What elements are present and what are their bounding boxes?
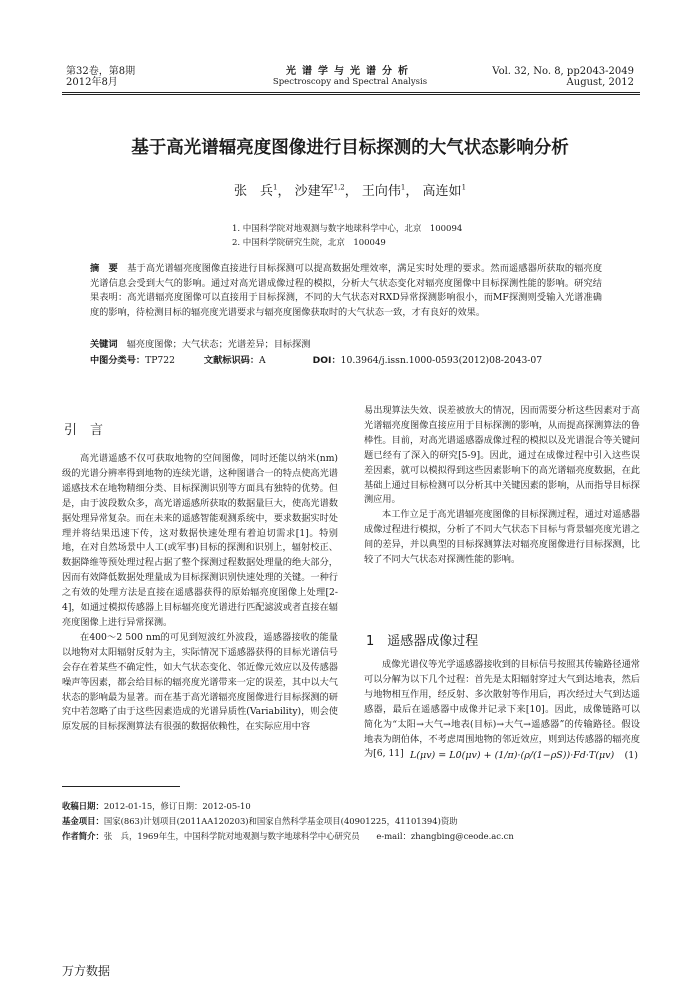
journal-name-cn: 光谱学与光谱分析 (286, 66, 414, 77)
paragraph: 易出现算法失效、误差被放大的情况，因而需要分析这些因素对于高光谱辐亮度图像直接应用于目标探测的影响，从而提高探测算法的鲁棒性。目前，对高光谱遥感器成像过程的模拟以及光谱混合等关键问题已经有了深入的研究[5-9]。因此，通过在成像过程中引入这些误差因素，就可以模拟得到这些因素影响下的高光谱辐亮度数据，在此基础上通过目标检测可以分析其中关键因素的影响，从而指导目标探测应用。 (364, 405, 640, 506)
author-affil-mark: 1,2 (333, 183, 345, 192)
doc-code-label: 文献标识码： (203, 355, 260, 366)
database-watermark: 万方数据 (62, 964, 111, 978)
abstract-text: 基于高光谱辐亮度图像直接进行目标探测可以提高数据处理效率，满足实时处理的要求。然而遥感器所获取的辐亮度光谱信息会受到大气的影响。通过对高光谱成像过程的模拟，分析大气状态变化对辐亮度图像中目标探测性能的影响。研究结果表明：高光谱辐亮度图像可以直接用于目标探测，不同的大气状态对RXD异常探测影响很小，而MF探测则受输入光谱准确度的影响，待检测目标的辐亮度光谱要求与辐亮度图像获取时的大气状态一致，才有良好的效果。 (90, 263, 603, 318)
section-1-body (364, 658, 640, 762)
author-affil-mark: 1 (400, 183, 406, 192)
section-heading-1: 1 遥感器成像过程 (366, 634, 479, 649)
funding-text: 国家(863)计划项目(2011AA120203)和国家自然科学基金项目(40901225，41101394)资助 (103, 816, 458, 826)
paragraph: 成像光谱仪等光学遥感器接收到的目标信号按照其传输路径通常可以分解为以下几个过程：首先是太阳辐射穿过大气到达地表，然后与地物相互作用，经反射、多次散射等作用后，再次经过大气到达遥感器，最后在遥感器中成像并记录下来[10]。因此，成像链路可以简化为“太阳→大气→地表(目标)→大气→遥感器”的传输路径。假设地表为朗伯体，不考虑周围地物的邻近效应，则到达传感器的辐亮度为[6, 11] (364, 659, 640, 760)
paper-title: 基于高光谱辐亮度图像进行目标探测的大气状态影响分析 (131, 138, 569, 158)
keywords-label: 关键词 (90, 339, 118, 350)
date-line: 2012年8月 (66, 77, 118, 88)
author-name: 张 兵 (233, 184, 273, 199)
keywords (90, 336, 311, 350)
paragraph: 高光谱遥感不仅可获取地物的空间图像，同时还能以纳米(nm)级的光谱分辨率得到地物的连续光谱，这种图谱合一的特点使高光谱遥感技术在地物精细分类、目标探测识别等方面具有独特的优势。但是，由于波段数众多，高光谱遥感所获取的数据量巨大，使高光谱数据处理异常复杂。而在未来的遥感智能观测系统中，要求数据实时处理并将结果迅速下传，这对数据快速处理有着迫切需求[1]。特别地，在对自然场景中人工(或军事)目标的探测和识别上，辐射校正、数据降维等预处理过程占据了整个探测过程数据处理量的绝大部分，因而有效降低数据处理量成为目标探测识别快速处理的关键。一种行之有效的处理方法是直接在遥感器获得的原始辐亮度图像上处理[2-4]，如通过模拟传感器上目标辐亮度光谱进行匹配滤波或者直接在辐亮度图像上进行异常探测。 (62, 453, 338, 628)
author-name: 高连如 (422, 184, 462, 199)
doi-label: DOI： (312, 355, 341, 366)
footnote-funding (62, 815, 458, 827)
volume-line: 第32卷，第8期 (66, 66, 136, 77)
equation-text: L(μv) = L0(μv) + (1/π)·(ρ/(1−ρS))·Fd·T(μv) (410, 750, 615, 761)
keywords-text: 辐亮度图像；大气状态；光谱差异；目标探测 (126, 339, 311, 350)
header-rule-thin (62, 94, 640, 95)
affiliation-1: 1. 中国科学院对地观测与数字地球科学中心，北京 100094 (232, 224, 463, 234)
clc-label: 中图分类号： (90, 355, 146, 366)
author-bio-label: 作者简介： (62, 831, 104, 841)
author-affil-mark: 1 (461, 183, 467, 192)
equation-number: (1) (624, 750, 638, 761)
citation-line: Vol. 32, No. 8, pp2043-2049 (492, 66, 634, 77)
equation-1 (364, 750, 640, 761)
author-separator: ， (405, 184, 419, 199)
left-column (62, 452, 338, 735)
right-column (364, 404, 640, 568)
paragraph: 在400～2 500 nm的可见到短波红外波段，遥感器接收的能量以地物对太阳辐射反射为主，实际情况下遥感器获得的目标光谱信号会存在着某些不确定性，如大气状态变化、邻近像元效应以及传感器噪声等因素，都会给目标的辐亮度光谱带来一定的误差，其中以大气状态的影响最为显著。而在基于高光谱辐亮度图像进行目标探测的研究中若忽略了由于这些因素造成的光谱异质性(Variability)，则会使原发展的目标探测算法有很强的数据依赖性，在实际应用中容 (62, 631, 338, 733)
clc-value: TP722 (145, 355, 175, 366)
journal-citation (492, 66, 634, 88)
footnote-rule (62, 786, 180, 787)
author-affil-mark: 1 (272, 183, 278, 192)
journal-name-en: Spectroscopy and Spectral Analysis (272, 77, 428, 87)
affiliation-2: 2. 中国科学院研究生院，北京 100049 (232, 238, 386, 248)
author-bio-text: 张 兵，1969年生，中国科学院对地观测与数字地球科学中心研究员 e-mail：zhangbing@ceode.ac.cn (103, 831, 514, 841)
footnote-author-bio (62, 830, 514, 842)
dates-label: 收稿日期： (62, 801, 104, 811)
author-list (0, 180, 700, 199)
dates-text: 2012-01-15，修订日期：2012-05-10 (103, 801, 251, 811)
doc-code-value: A (259, 355, 266, 366)
header-rule (62, 92, 640, 93)
funding-label: 基金项目： (62, 816, 104, 826)
author-separator: ， (344, 184, 358, 199)
footnote-dates (62, 800, 251, 812)
author-name: 王向伟 (361, 184, 401, 199)
paragraph: 本工作立足于高光谱辐亮度图像的目标探测过程，通过对遥感器成像过程进行模拟，分析了不同大气状态下目标与背景辐亮度光谱之间的差异，并以典型的目标探测算法对辐亮度图像进行目标探测，比较了不同大气状态对探测性能的影响。 (364, 509, 640, 566)
section-heading-introduction: 引 言 (64, 423, 104, 438)
doi-value: 10.3964/j.issn.1000-0593(2012)08-2043-07 (340, 355, 543, 366)
abstract (90, 262, 602, 320)
abstract-label: 摘 要 (90, 263, 118, 274)
author-separator: ， (277, 184, 291, 199)
citation-date: August, 2012 (566, 77, 634, 88)
classification-line (90, 352, 542, 366)
author-name: 沙建军 (294, 184, 334, 199)
